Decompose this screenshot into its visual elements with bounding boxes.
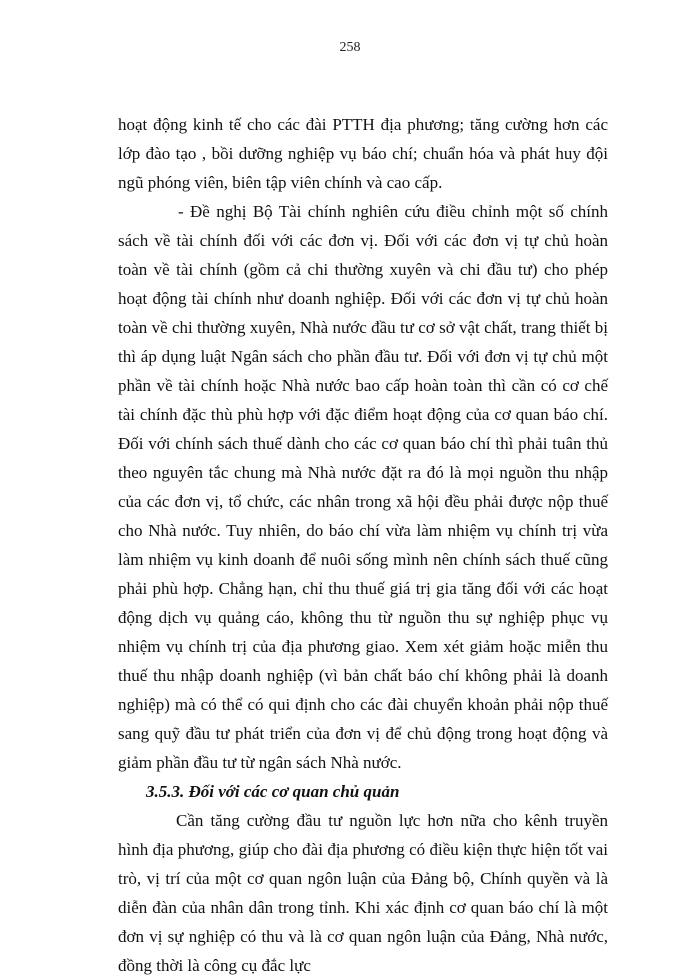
paragraph-2: - Đề nghị Bộ Tài chính nghiên cứu điều chỉnh một số chính sách về tài chính đối với các đơn vị. Đối với các đơn vị tự chủ hoàn toàn về tài chính (gồm cả chi thường xuyên và chi đầu tư) cho phép hoạt động tài chính như doanh nghiệp. Đối với các đơn vị tự chủ hoàn toàn về chi thường xuyên, Nhà nước đầu tư cơ sở vật chất, trang thiết bị thì áp dụng luật Ngân sách cho phần đầu tư. Đối với đơn vị tự chủ một phần về tài chính hoặc Nhà nước bao cấp hoàn toàn thì cần có cơ chế tài chính đặc thù phù hợp với đặc điểm hoạt động của cơ quan báo chí. Đối với chính sách thuế dành cho các cơ quan báo chí thì phải tuân thủ theo nguyên tắc chung mà Nhà nước đặt ra đó là mọi nguồn thu nhập của các đơn vị, tổ chức, các nhân trong xã hội đều phải được nộp thuế cho Nhà nước. Tuy nhiên, do báo chí vừa làm nhiệm vụ chính trị vừa làm nhiệm vụ kinh doanh để nuôi sống mình nên chính sách thuế cũng phải phù hợp. Chẳng hạn, chỉ thu thuế giá trị gia tăng đối với các hoạt động dịch vụ quảng cáo, không thu từ nguồn thu sự nghiệp phục vụ nhiệm vụ chính trị của địa phương giao. Xem xét giảm hoặc miễn thu thuế thu nhập doanh nghiệp (vì bản chất báo chí không phải là doanh nghiệp) mà có thể có qui định cho các đài chuyển khoản phải nộp thuế sang quỹ đầu tư phát triển của đơn vị để chủ động trong hoạt động và giảm phần đầu tư từ ngân sách Nhà nước. <box>118 202 608 772</box>
section-heading: 3.5.3. Đối với các cơ quan chủ quản <box>146 782 400 801</box>
page-number: 258 <box>339 40 361 55</box>
paragraph-1: hoạt động kinh tế cho các đài PTTH địa phương; tăng cường hơn các lớp đào tạo , bồi dưỡng nghiệp vụ báo chí; chuẩn hóa và phát huy đội ngũ phóng viên, biên tập viên chính và cao cấp. <box>118 115 608 192</box>
body-text <box>118 110 608 980</box>
paragraph-3: Cần tăng cường đầu tư nguồn lực hơn nữa cho kênh truyền hình địa phương, giúp cho đài địa phương có điều kiện thực hiện tốt vai trò, vị trí của một cơ quan ngôn luận của Đảng bộ, Chính quyền và là diễn đàn của nhân dân trong tỉnh. Khi xác định cơ quan báo chí là một đơn vị sự nghiệp có thu và là cơ quan ngôn luận của Đảng, Nhà nước, đồng thời là công cụ đắc lực <box>118 811 608 975</box>
